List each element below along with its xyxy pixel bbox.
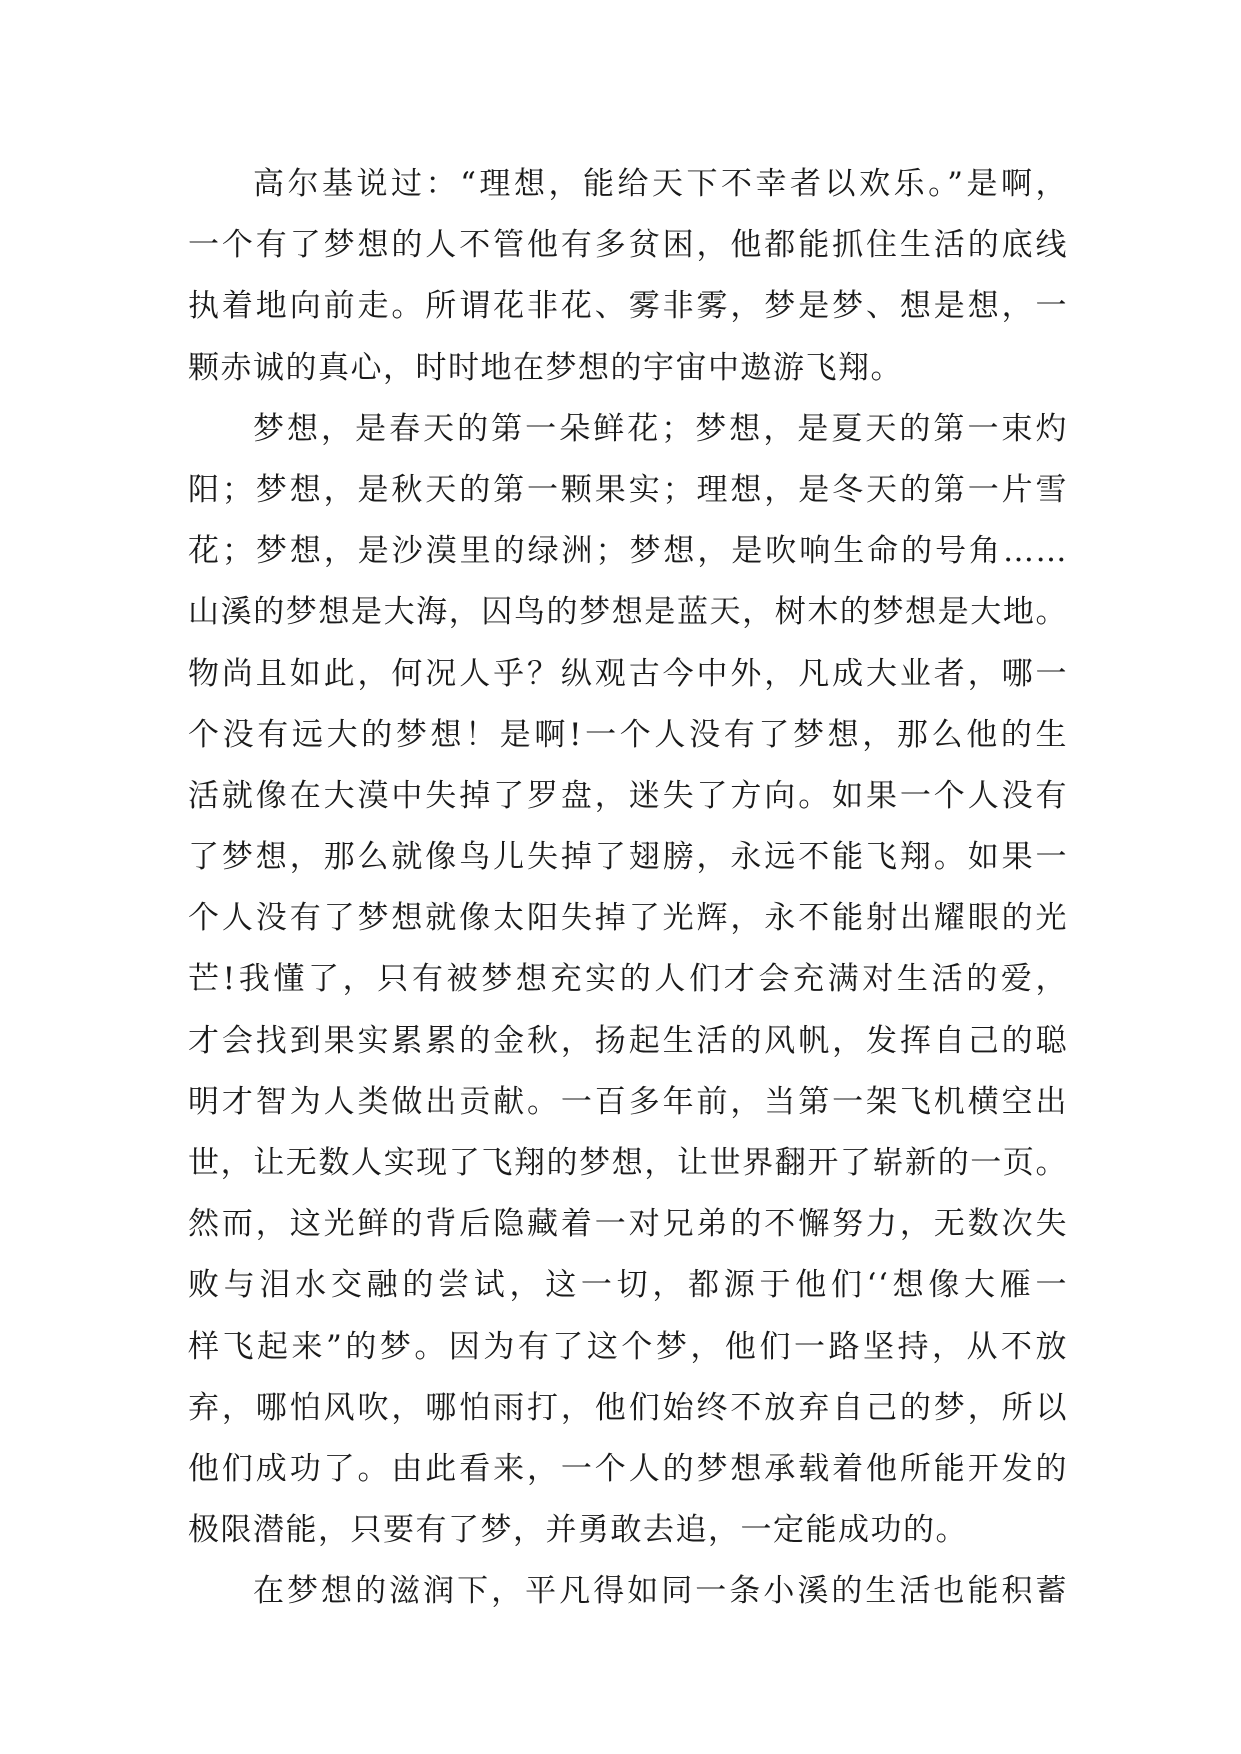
text-line: 个人没有了梦想就像太阳失掉了光辉，永不能射出耀眼的光 xyxy=(188,900,1068,937)
text-line: 颗赤诚的真心，时时地在梦想的宇宙中遨游飞翔。 xyxy=(188,349,903,386)
text-line: 芒!我懂了，只有被梦想充实的人们才会充满对生活的爱， xyxy=(188,961,1068,998)
text-line: 高尔基说过：“理想，能给天下不幸者以欢乐。”是啊， xyxy=(253,166,1068,202)
text-line: 他们成功了。由此看来，一个人的梦想承载着他所能开发的 xyxy=(188,1450,1068,1487)
text-line: 弃，哪怕风吹，哪怕雨打，他们始终不放弃自己的梦，所以 xyxy=(188,1389,1068,1426)
text-line: 败与泪水交融的尝试，这一切，都源于他们‘‘想像大雁一 xyxy=(188,1267,1068,1304)
text-line: 山溪的梦想是大海，囚鸟的梦想是蓝天，树木的梦想是大地。 xyxy=(188,594,1068,631)
text-line: 明才智为人类做出贡献。一百多年前，当第一架飞机横空出 xyxy=(188,1083,1068,1120)
text-line: 花；梦想，是沙漠里的绿洲；梦想，是吹响生命的号角…… xyxy=(188,533,1068,570)
text-line: 个没有远大的梦想！是啊!一个人没有了梦想，那么他的生 xyxy=(188,716,1068,753)
text-line: 才会找到果实累累的金秋，扬起生活的风帆，发挥自己的聪 xyxy=(188,1022,1068,1059)
text-line: 物尚且如此，何况人乎？纵观古今中外，凡成大业者，哪一 xyxy=(188,655,1068,692)
text-line: 然而，这光鲜的背后隐藏着一对兄弟的不懈努力，无数次失 xyxy=(188,1206,1068,1243)
essay-body xyxy=(188,154,1068,1623)
text-line: 阳；梦想，是秋天的第一颗果实；理想，是冬天的第一片雪 xyxy=(188,471,1068,508)
text-line: 梦想，是春天的第一朵鲜花；梦想，是夏天的第一束灼 xyxy=(253,410,1068,447)
text-line: 在梦想的滋润下，平凡得如同一条小溪的生活也能积蓄 xyxy=(253,1573,1068,1610)
text-line: 世，让无数人实现了飞翔的梦想，让世界翻开了崭新的一页。 xyxy=(188,1145,1068,1181)
text-line: 极限潜能，只要有了梦，并勇敢去追，一定能成功的。 xyxy=(188,1512,968,1549)
text-line: 了梦想，那么就像鸟儿失掉了翅膀，永远不能飞翔。如果一 xyxy=(188,839,1068,876)
text-line: 执着地向前走。所谓花非花、雾非雾，梦是梦、想是想，一 xyxy=(188,288,1068,325)
text-line: 一个有了梦想的人不管他有多贫困，他都能抓住生活的底线 xyxy=(188,227,1068,264)
text-line: 样飞起来”的梦。因为有了这个梦，他们一路坚持，从不放 xyxy=(188,1328,1068,1365)
text-line: 活就像在大漠中失掉了罗盘，迷失了方向。如果一个人没有 xyxy=(188,777,1068,814)
